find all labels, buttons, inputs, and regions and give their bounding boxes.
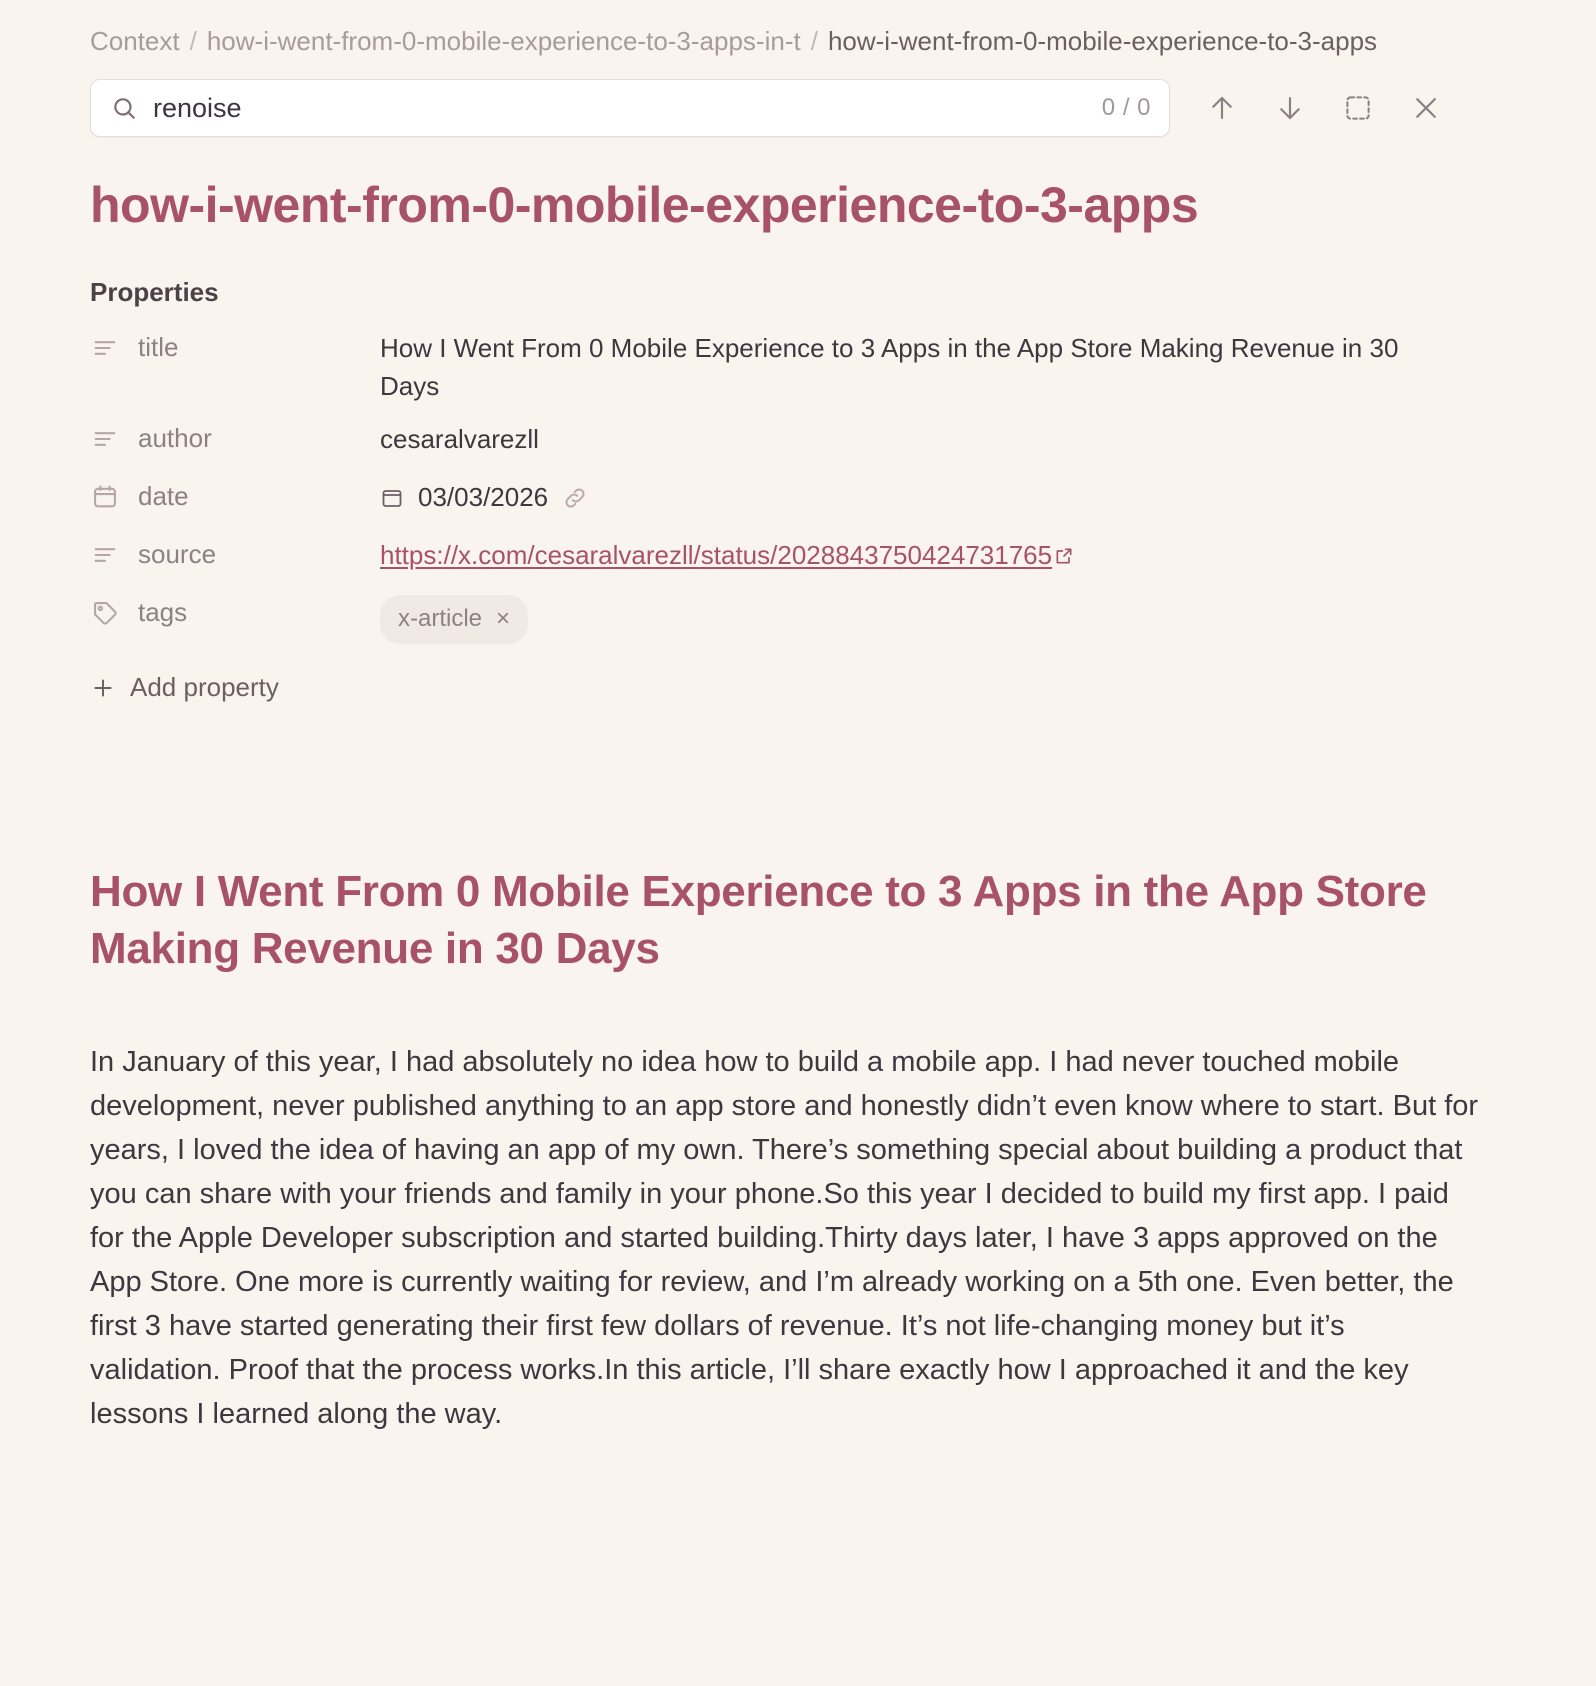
search-close-button[interactable]: [1392, 79, 1460, 137]
breadcrumb-separator: /: [189, 26, 197, 56]
breadcrumb-separator: /: [810, 26, 818, 56]
text-lines-icon: [90, 540, 120, 570]
tag-chip[interactable]: [380, 595, 528, 644]
property-value-source[interactable]: [380, 537, 1440, 575]
search-bar: [0, 57, 1596, 137]
property-key[interactable]: [90, 537, 380, 570]
property-value-title[interactable]: How I Went From 0 Mobile Experience to 3 Apps in the App Store Making Revenue in 30 Days: [380, 333, 1399, 401]
property-row-title[interactable]: [90, 330, 1506, 405]
property-value-tags: [380, 595, 1440, 644]
property-key[interactable]: [90, 330, 380, 363]
property-value-date[interactable]: [380, 479, 1440, 517]
search-select-all-button[interactable]: [1324, 79, 1392, 137]
article-content: [0, 863, 1596, 1436]
property-row-source[interactable]: [90, 537, 1506, 579]
tag-remove-icon[interactable]: ×: [496, 605, 511, 633]
properties-list: [0, 330, 1596, 644]
date-text: 03/03/2026: [418, 482, 549, 513]
breadcrumb-item-2[interactable]: how-i-went-from-0-mobile-experience-to-3-apps: [827, 26, 1378, 56]
text-lines-icon: [90, 333, 120, 363]
property-key[interactable]: [90, 595, 380, 628]
source-link[interactable]: https://x.com/cesaralvarezll/status/2028843750424731765: [380, 540, 1053, 571]
calendar-icon: [90, 482, 120, 512]
breadcrumb-item-1[interactable]: how-i-went-from-0-mobile-experience-to-3-apps-in-t: [206, 26, 801, 56]
property-row-author[interactable]: [90, 421, 1506, 463]
breadcrumb-item-0[interactable]: Context: [90, 26, 180, 56]
breadcrumb: [0, 0, 1596, 57]
plus-icon: [90, 675, 116, 701]
search-input[interactable]: [153, 93, 1090, 124]
article-heading: How I Went From 0 Mobile Experience to 3 Apps in the App Store Making Revenue in 30 Days: [90, 867, 1427, 974]
property-name-source: source: [138, 539, 217, 570]
search-prev-button[interactable]: [1188, 79, 1256, 137]
search-match-counter: 0 / 0: [1101, 94, 1151, 121]
external-link-icon: [1054, 546, 1074, 566]
property-value-author[interactable]: cesaralvarezll: [380, 424, 539, 455]
property-name-author: author: [138, 423, 212, 454]
add-property-label: Add property: [130, 672, 279, 703]
search-next-button[interactable]: [1256, 79, 1324, 137]
calendar-small-icon: [380, 486, 404, 510]
property-key[interactable]: [90, 421, 380, 454]
property-name-tags: tags: [138, 597, 188, 628]
search-icon: [111, 95, 137, 121]
property-row-tags[interactable]: [90, 595, 1506, 644]
page-title: how-i-went-from-0-mobile-experience-to-3-apps: [90, 177, 1199, 233]
property-row-date[interactable]: [90, 479, 1506, 521]
tag-icon: [90, 598, 120, 628]
search-box[interactable]: [90, 79, 1170, 137]
property-key[interactable]: [90, 479, 380, 512]
article-paragraph: In January of this year, I had absolutely no idea how to build a mobile app. I had never touched mobile development, never published anything to an app store and honestly didn’t even know where to start. But for years, I loved the idea of having an app of my own. There’s something special about building a product that you can share with your friends and family in your phone.So this year I decided to build my first app. I paid for the Apple Developer subscription and started building.Thirty days later, I have 3 apps approved on the App Store. One more is currently waiting for review, and I’m already working on a 5th one. Even better, the first 3 have started generating their first few dollars of revenue. It’s not life-changing money but it’s validation. Proof that the process works.In this article, I’ll share exactly how I approached it and the key lessons I learned along the way.: [90, 1045, 1479, 1431]
property-name-title: title: [138, 332, 179, 362]
text-lines-icon: [90, 424, 120, 454]
properties-heading: Properties: [90, 277, 219, 307]
tag-label: x-article: [398, 605, 483, 633]
add-property-button[interactable]: [0, 672, 1596, 703]
property-name-date: date: [138, 481, 189, 512]
link-icon[interactable]: [562, 485, 588, 511]
